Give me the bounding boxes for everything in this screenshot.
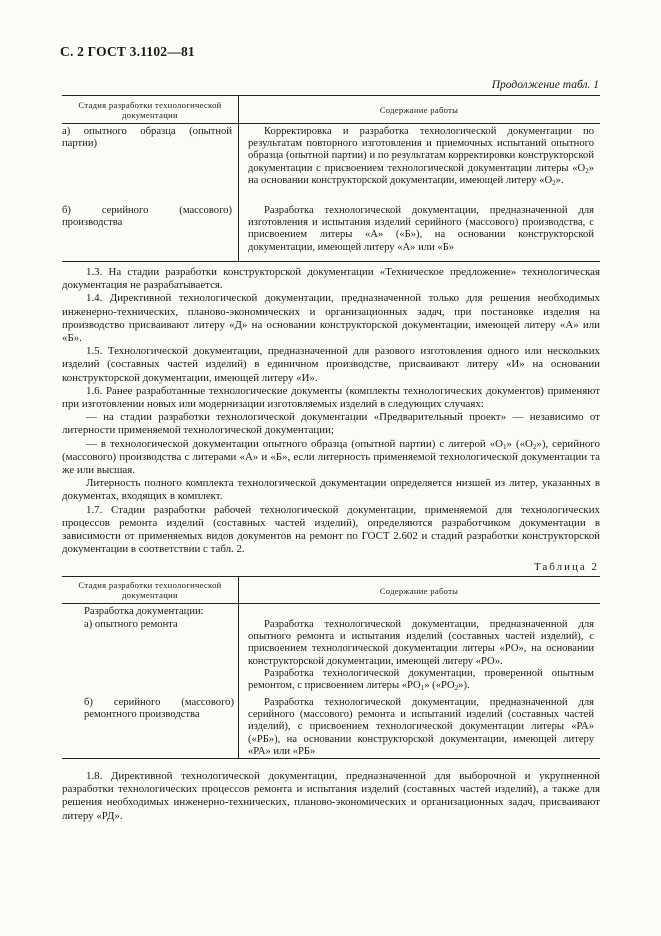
paragraph-1-3: 1.3. На стадии разработки конструкторской документации «Техническое предложение» технологическая документация не разрабатывается. [62,266,600,292]
table-2-bottom-border [62,758,600,759]
table-2-col-stage-header: Стадия разработки технологической документации [78,580,222,600]
table-1-col-stage-header: Стадия разработки технологической документации [78,100,222,120]
paragraph-literness: Литерность полного комплекта технологической документации определяется низшей из литер, указанных в документах, входящих в комплект. [62,477,600,503]
table-2-row-2-content: Разработка технологической документации, предназначенной для серийного (массового) ремонта и испытаний изделий (составных частей изделий), с присвоением технологической документации литеры «РА» («РБ»), на основании конструкторской документации, имеющей литеру «РА» или «РБ» [248,697,594,757]
table-1-row-1-content: Корректировка и разработка технологической документации по результатам повторного изготовления и приемочных испытаний опытного образца (опытной партии) и по результатам корректировки конструкторской документации с присвоением технологической документации литеры «$О_2$» на основании конструкторской документации, имеющей литеру «$О_2$». [248,126,594,187]
table-2-header-border [62,603,600,604]
table-continuation-note: Продолжение табл. 1 [491,79,599,91]
paragraph-1-6-item-a: — на стадии разработки технологической документации «Предварительный проект» — независимо от литерности применяемой технологической документации; [62,411,600,437]
table-1-row-1-stage: а) опытного образца (опытной партии) [62,126,232,150]
table-2 [62,576,600,762]
table-2-group-title: Разработка документации: [84,606,204,617]
table-1-header-border [62,123,600,124]
page-header: С. 2 ГОСТ 3.1102—81 [60,44,195,59]
table-1-col-content-header: Содержание работы [379,105,459,115]
table-1 [62,95,600,265]
table-2-row-1-content-extra: Разработка технологической документации, проверенной опытным ремонтом, с присвоением литеры «$РО_1$» $(«РО_2»)$. [248,668,594,693]
table-1-row-2-content: Разработка технологической документации, предназначенной для изготовления и испытания изделий серийного (массового) производства, с присвоением литеры «А» («Б»), на основании конструкторской документации, имеющей литеру «А» или «Б» [248,205,594,253]
paragraph-1-4: 1.4. Директивной технологической документации, предназначенной только для решения необходимых инженерно-технических, планово-экономических и организационных задач, при постановке изделия на производство присваивают литеру «Д» на основании конструкторской документации, имеющей литеру «А» или «Б». [62,292,600,345]
paragraph-1-7: 1.7. Стадии разработки рабочей технологической документации, применяемой для технологических процессов ремонта изделий (составных частей изделий), определяются разработчиком документации в зависимости от применяемых видов документов на ремонт по ГОСТ 2.602 и стадий разработки конструкторской документации в соответствии с табл. 2. [62,503,600,556]
table-2-top-border [62,576,600,577]
table-2-column-divider [238,576,239,758]
paragraph-1-6-item-b: — в технологической документации опытного образца (опытной партии) с литерой «$О_1$» $(«О_2»)$, серийного (массового) производства с литерами «А» и «Б», если литерность применяемой технологической документации та же или высшая. [62,437,600,477]
paragraph-1-5: 1.5. Технологической документации, предназначенной для разового изготовления одного или нескольких изделий (составных частей изделий) в единичном производстве, присваивают литеру «И» на основании конструкторской документации, имеющей литеру «И». [62,345,600,384]
table-1-column-divider [238,95,239,261]
table-2-row-1-stage: а) опытного ремонта [84,619,178,630]
table-2-row-1-content: Разработка технологической документации, предназначенной для опытного ремонта и испытания изделий (составных частей изделий), с присвоением технологической документации литеры «РО», на основании конструкторской документации, имеющей литеру «РО». [248,619,594,667]
paragraph-1-6: 1.6. Ранее разработанные технологические документы (комплекты технологических документов) применяют при изготовлении новых или модернизации изготовляемых изделий в следующих случаях: [62,384,600,411]
final-text-block [62,770,600,823]
table-1-top-border [62,95,600,96]
table-2-col-content-header: Содержание работы [379,586,459,596]
table-2-label: Таблица 2 [533,561,599,573]
table-2-row-2-stage: б) серийного (массового) ремонтного производства [84,697,234,721]
paragraph-1-8: 1.8. Директивной технологической документации, предназначенной для выборочной и укрупненной разработки технологических процессов ремонта и испытания изделий (составных частей изделий), а также для решения необходимых инженерно-технических, планово-экономических и организационных задач, присваивают литеру «РД». [62,770,600,822]
table-1-bottom-border [62,261,600,262]
main-text-block [62,266,600,556]
table-1-row-2-stage: б) серийного (массового) производства [62,205,232,229]
